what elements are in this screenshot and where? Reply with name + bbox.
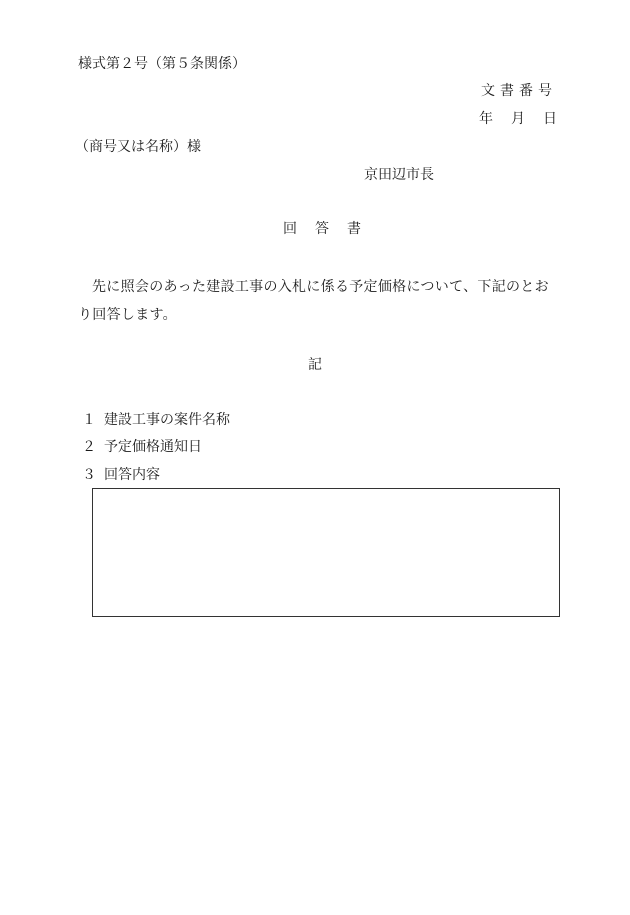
title-char-1: 回: [283, 221, 297, 237]
date-month-label: 月: [511, 111, 525, 127]
title-char-2: 答: [315, 221, 329, 237]
ki-heading: 記: [308, 357, 322, 373]
list-item-notice-date: [82, 440, 202, 454]
issuer-name: 京田辺市長: [364, 167, 434, 183]
body-paragraph: 先に照会のあった建設工事の入札に係る予定価格について、下記のとおり回答します。: [78, 279, 549, 323]
title-char-3: 書: [347, 221, 361, 237]
list-item-label: 予定価格通知日: [104, 439, 202, 455]
list-item-number: １: [82, 412, 96, 428]
list-item-label: 回答内容: [104, 467, 160, 483]
date-day-label: 日: [543, 111, 557, 127]
document-number-label: 文書番号: [481, 83, 557, 99]
date-line: [479, 112, 557, 126]
recipient-name: （商号又は名称）様: [75, 139, 201, 155]
answer-content-box: [92, 488, 560, 617]
list-item-label: 建設工事の案件名称: [104, 412, 230, 428]
list-item-project-name: [82, 413, 230, 427]
document-title: [283, 222, 361, 236]
list-item-number: ２: [82, 439, 96, 455]
list-item-answer-content: [82, 468, 160, 482]
list-item-number: ３: [82, 467, 96, 483]
form-number: 様式第２号（第５条関係）: [78, 56, 246, 72]
date-year-label: 年: [479, 111, 493, 127]
